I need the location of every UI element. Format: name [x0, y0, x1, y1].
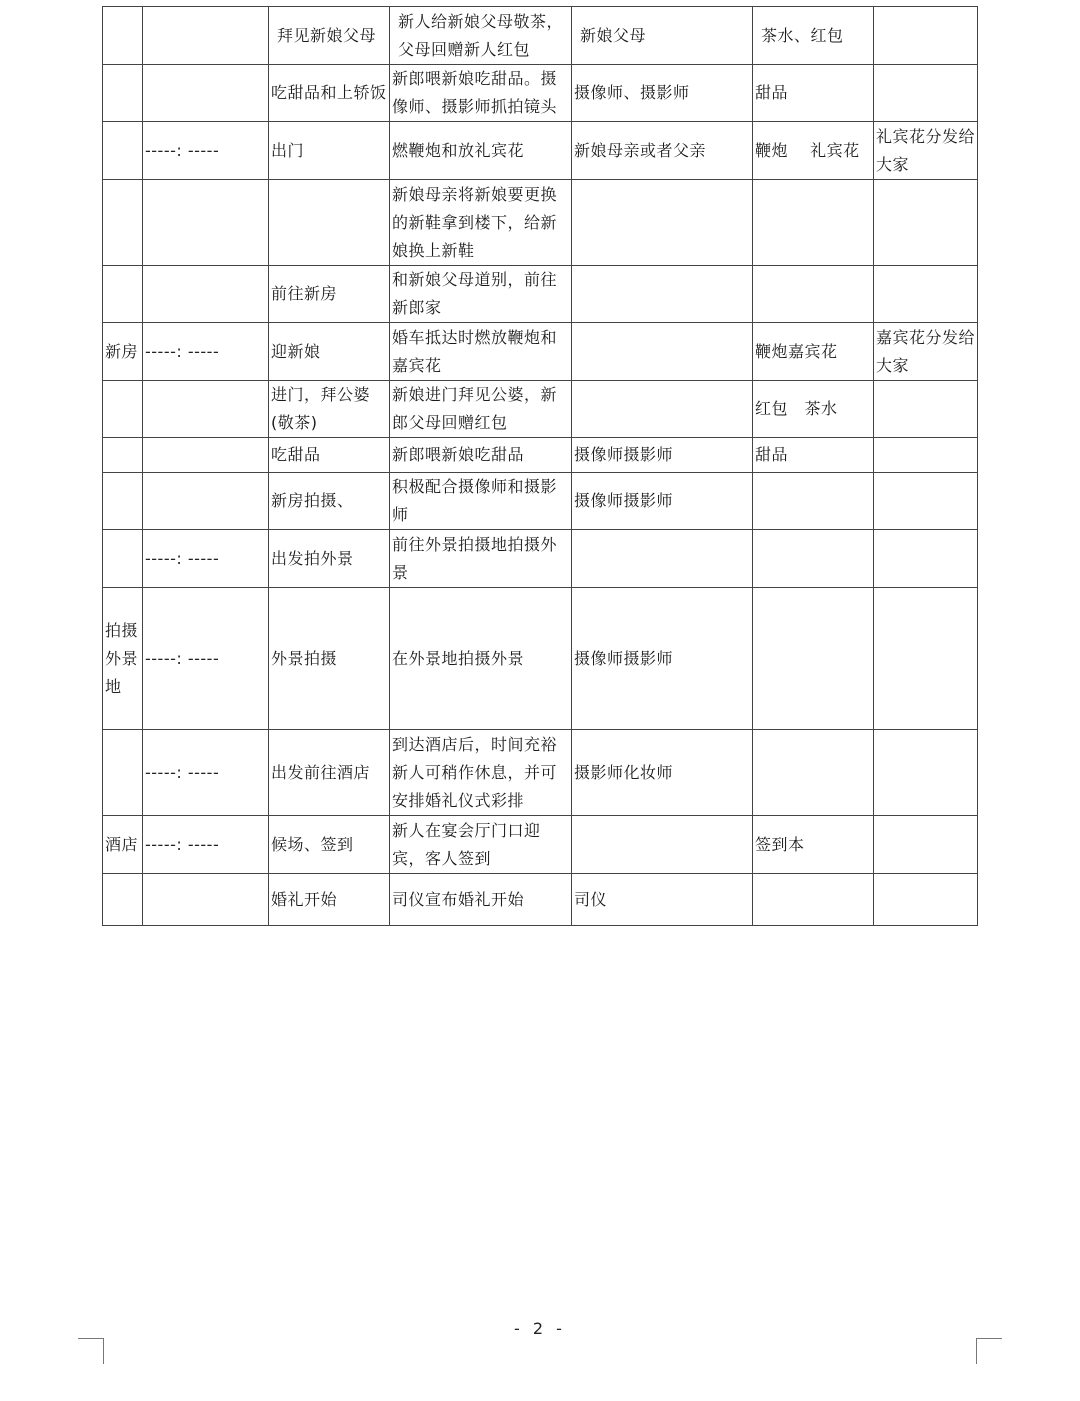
- location-cell: [103, 438, 143, 473]
- time-cell: [143, 438, 269, 473]
- notes-cell: [874, 588, 978, 730]
- people-cell: 摄像师、摄影师: [572, 65, 753, 122]
- props-cell: [753, 588, 874, 730]
- table-row: [103, 7, 978, 65]
- table-row: [103, 438, 978, 473]
- item-cell: 出门: [269, 122, 390, 180]
- item-cell: 拜见新娘父母: [269, 7, 390, 65]
- props-cell: [753, 266, 874, 323]
- schedule-table: [102, 6, 978, 926]
- props-cell: 鞭炮 礼宾花: [753, 122, 874, 180]
- notes-cell: 嘉宾花分发给大家: [874, 323, 978, 381]
- content-cell: 积极配合摄像师和摄影师: [390, 473, 572, 530]
- time-cell: -----: -----: [143, 323, 269, 381]
- time-cell: -----: -----: [143, 530, 269, 588]
- notes-cell: [874, 438, 978, 473]
- item-cell: [269, 180, 390, 266]
- time-cell: -----: -----: [143, 588, 269, 730]
- time-cell: [143, 874, 269, 926]
- props-cell: 鞭炮嘉宾花: [753, 323, 874, 381]
- item-cell: 出发拍外景: [269, 530, 390, 588]
- item-cell: 出发前往酒店: [269, 730, 390, 816]
- people-cell: 新娘父母: [572, 7, 753, 65]
- notes-cell: [874, 65, 978, 122]
- item-cell: 进门，拜公婆(敬茶): [269, 381, 390, 438]
- time-cell: [143, 473, 269, 530]
- time-cell: [143, 266, 269, 323]
- page-number: - 2 -: [514, 1319, 566, 1338]
- location-cell: 拍摄外景地: [103, 588, 143, 730]
- props-cell: [753, 180, 874, 266]
- location-cell: 酒店: [103, 816, 143, 874]
- item-cell: 婚礼开始: [269, 874, 390, 926]
- item-cell: 外景拍摄: [269, 588, 390, 730]
- location-cell: [103, 7, 143, 65]
- people-cell: [572, 323, 753, 381]
- time-cell: -----: -----: [143, 730, 269, 816]
- props-cell: 茶水、红包: [753, 7, 874, 65]
- props-cell: [753, 874, 874, 926]
- content-cell: 前往外景拍摄地拍摄外景: [390, 530, 572, 588]
- notes-cell: 礼宾花分发给大家: [874, 122, 978, 180]
- notes-cell: [874, 530, 978, 588]
- props-cell: [753, 473, 874, 530]
- table-row: [103, 816, 978, 874]
- content-cell: 燃鞭炮和放礼宾花: [390, 122, 572, 180]
- content-cell: 新郎喂新娘吃甜品。摄像师、摄影师抓拍镜头: [390, 65, 572, 122]
- people-cell: [572, 530, 753, 588]
- people-cell: 摄像师摄影师: [572, 438, 753, 473]
- people-cell: 司仪: [572, 874, 753, 926]
- time-cell: [143, 381, 269, 438]
- props-cell: [753, 530, 874, 588]
- item-cell: 前往新房: [269, 266, 390, 323]
- crop-mark-right: [976, 1338, 977, 1364]
- item-cell: 新房拍摄、: [269, 473, 390, 530]
- location-cell: [103, 381, 143, 438]
- table-row: [103, 588, 978, 730]
- notes-cell: [874, 874, 978, 926]
- location-cell: [103, 730, 143, 816]
- notes-cell: [874, 381, 978, 438]
- notes-cell: [874, 473, 978, 530]
- content-cell: 新人在宴会厅门口迎宾，客人签到: [390, 816, 572, 874]
- props-cell: [753, 730, 874, 816]
- table-row: [103, 65, 978, 122]
- props-cell: 签到本: [753, 816, 874, 874]
- content-cell: 新娘进门拜见公婆，新郎父母回赠红包: [390, 381, 572, 438]
- time-cell: -----: -----: [143, 122, 269, 180]
- content-cell: 和新娘父母道别，前往新郎家: [390, 266, 572, 323]
- schedule-body: [103, 7, 978, 926]
- time-cell: -----: -----: [143, 816, 269, 874]
- content-cell: 司仪宣布婚礼开始: [390, 874, 572, 926]
- people-cell: [572, 266, 753, 323]
- location-cell: [103, 266, 143, 323]
- people-cell: 摄像师摄影师: [572, 588, 753, 730]
- location-cell: [103, 530, 143, 588]
- props-cell: 甜品: [753, 438, 874, 473]
- table-row: [103, 122, 978, 180]
- content-cell: 到达酒店后，时间充裕新人可稍作休息，并可安排婚礼仪式彩排: [390, 730, 572, 816]
- people-cell: 新娘母亲或者父亲: [572, 122, 753, 180]
- table-row: [103, 323, 978, 381]
- item-cell: 候场、签到: [269, 816, 390, 874]
- notes-cell: [874, 730, 978, 816]
- table-row: [103, 180, 978, 266]
- crop-mark-right: [976, 1338, 1002, 1339]
- item-cell: 吃甜品和上轿饭: [269, 65, 390, 122]
- notes-cell: [874, 816, 978, 874]
- content-cell: 婚车抵达时燃放鞭炮和嘉宾花: [390, 323, 572, 381]
- content-cell: 新娘母亲将新娘要更换的新鞋拿到楼下，给新娘换上新鞋: [390, 180, 572, 266]
- people-cell: [572, 381, 753, 438]
- location-cell: 新房: [103, 323, 143, 381]
- crop-mark-left: [78, 1338, 104, 1339]
- props-cell: 甜品: [753, 65, 874, 122]
- people-cell: 摄影师化妆师: [572, 730, 753, 816]
- time-cell: [143, 7, 269, 65]
- table-row: [103, 381, 978, 438]
- location-cell: [103, 874, 143, 926]
- time-cell: [143, 180, 269, 266]
- item-cell: 迎新娘: [269, 323, 390, 381]
- location-cell: [103, 65, 143, 122]
- time-cell: [143, 65, 269, 122]
- content-cell: 新郎喂新娘吃甜品: [390, 438, 572, 473]
- table-row: [103, 874, 978, 926]
- props-cell: 红包 茶水: [753, 381, 874, 438]
- table-row: [103, 473, 978, 530]
- location-cell: [103, 180, 143, 266]
- location-cell: [103, 122, 143, 180]
- item-cell: 吃甜品: [269, 438, 390, 473]
- notes-cell: [874, 180, 978, 266]
- location-cell: [103, 473, 143, 530]
- people-cell: 摄像师摄影师: [572, 473, 753, 530]
- people-cell: [572, 816, 753, 874]
- people-cell: [572, 180, 753, 266]
- notes-cell: [874, 266, 978, 323]
- table-row: [103, 530, 978, 588]
- content-cell: 新人给新娘父母敬茶，父母回赠新人红包: [390, 7, 572, 65]
- table-row: [103, 730, 978, 816]
- table-row: [103, 266, 978, 323]
- content-cell: 在外景地拍摄外景: [390, 588, 572, 730]
- crop-mark-left: [103, 1338, 104, 1364]
- notes-cell: [874, 7, 978, 65]
